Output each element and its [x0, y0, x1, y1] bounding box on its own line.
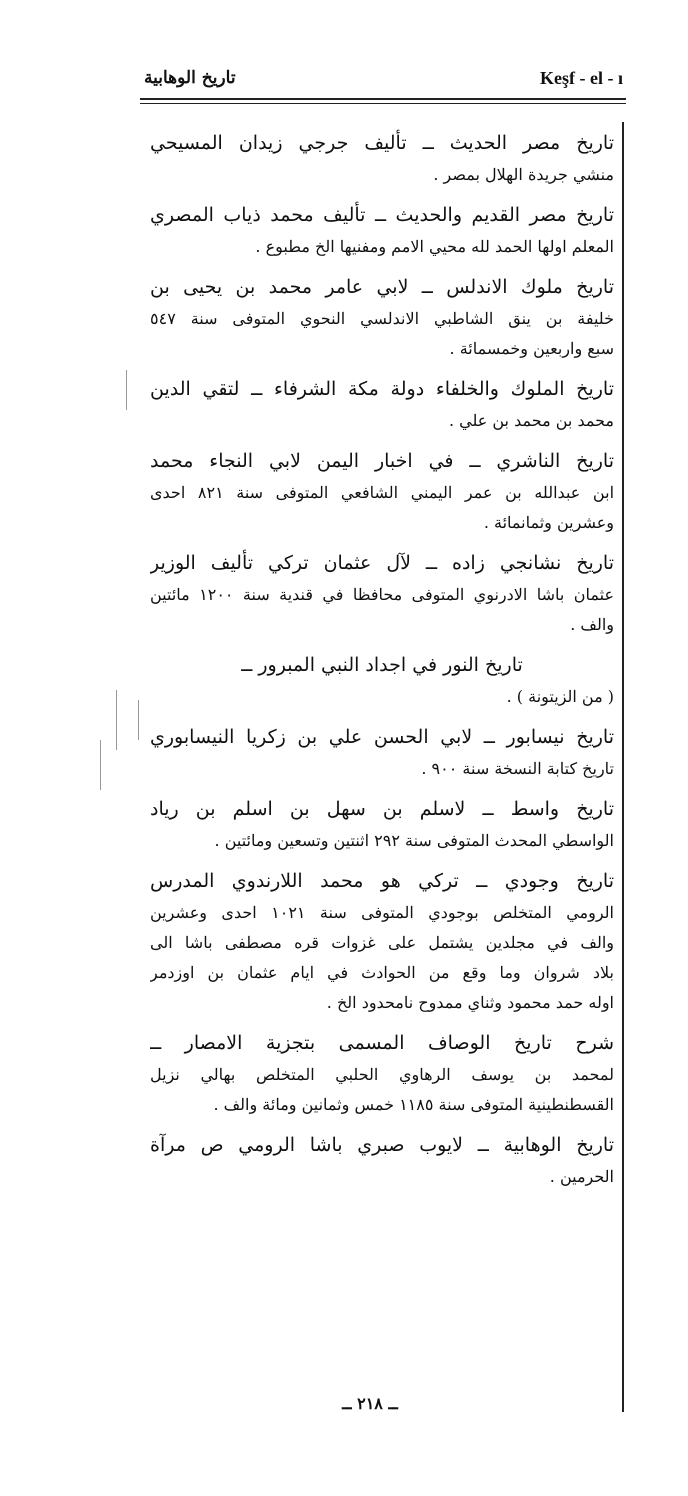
page-number: ــ ٢١٨ ــ	[342, 1394, 398, 1413]
running-header-title: تاريخ الوهابية	[144, 68, 236, 88]
entry-text-line: سبع واربعين وخمسمائة .	[449, 339, 614, 358]
entry-title-line: تاريخ الملوك والخلفاء دولة مكة الشرفاء ــ لتقي الدين	[150, 378, 614, 400]
bibliography-entry	[150, 372, 614, 436]
header-rule-thin	[140, 103, 626, 104]
entry-text-line: تاريخ كتابة النسخة سنة ٩٠٠ .	[421, 759, 614, 778]
entry-title-line: تاريخ مصر القديم والحديث ــ تأليف محمد ذياب المصري	[150, 204, 614, 226]
header-rule-thick	[140, 98, 626, 100]
entry-title-line: تاريخ مصر الحديث ــ تأليف جرجي زيدان المسيحي	[150, 132, 614, 154]
margin-mark	[116, 690, 117, 750]
margin-mark	[138, 700, 139, 740]
entry-text-line: ابن عبدالله بن عمر اليمني الشافعي المتوفى سنة ٨٢١ احدى	[150, 483, 614, 502]
bibliography-entry	[150, 648, 614, 712]
entry-title-line: تاريخ نيسابور ــ لابي الحسن علي بن زكريا النيسابوري	[150, 726, 614, 748]
margin-mark	[100, 740, 101, 790]
entry-text-line: والف .	[570, 615, 614, 634]
margin-mark	[126, 370, 127, 410]
entry-title-line: تاريخ الوهابية ــ لايوب صبري باشا الرومي ص مرآة	[150, 1134, 614, 1156]
entry-title-line: تاريخ ملوك الاندلس ــ لابي عامر محمد بن يحيى بن	[150, 276, 614, 298]
bibliography-entry	[150, 270, 614, 364]
entry-text-line: الرومي المتخلص بوجودي المتوفى سنة ١٠٢١ احدى وعشرين	[150, 903, 614, 922]
entry-text-line: بلاد شروان وما وقع من الحوادث في ايام عثمان بن اوزدمر	[150, 963, 614, 982]
bibliography-entry	[150, 720, 614, 784]
entry-title-line: تاريخ واسط ــ لاسلم بن سهل بن اسلم بن رياد	[150, 798, 614, 820]
entry-title-line: شرح تاريخ الوصاف المسمى بتجزية الامصار ــ	[150, 1032, 614, 1054]
bibliography-entry	[150, 444, 614, 538]
entry-text-line: الواسطي المحدث المتوفى سنة ٢٩٢ اثنتين وتسعين ومائتين .	[214, 831, 614, 850]
running-header-book-name: Keşf - el - ı	[540, 68, 623, 88]
entry-text-line: القسطنطينية المتوفى سنة ١١٨٥ خمس وثمانين ومائة والف .	[213, 1095, 614, 1114]
entry-text-line: منشي جريدة الهلال بمصر .	[433, 165, 614, 184]
entry-text-line: المعلم اولها الحمد لله محيي الامم ومفنيها الخ مطبوع .	[255, 237, 614, 256]
entry-text-line: والف في مجلدين يشتمل على غزوات قره مصطفى باشا الى	[150, 933, 614, 952]
entry-text-line: اوله حمد محمود وثناي ممدوح نامحدود الخ .	[326, 993, 614, 1012]
bibliography-entry	[150, 864, 614, 1018]
bibliography-entry	[150, 198, 614, 262]
bibliography-entry	[150, 546, 614, 640]
entry-title-line: تاريخ الناشري ــ في اخبار اليمن لابي النجاء محمد	[150, 450, 614, 472]
entry-title-line: تاريخ نشانجي زاده ــ لآل عثمان تركي تأليف الوزير	[150, 552, 614, 574]
entry-title-line: تاريخ وجودي ــ تركي هو محمد اللارندوي المدرس	[150, 870, 614, 892]
entry-title-line: تاريخ النور في اجداد النبي المبرور ــ	[241, 654, 523, 676]
entry-text-line: وعشرين وثمانمائة .	[483, 513, 614, 532]
entry-text-line: الحرمين .	[549, 1167, 614, 1186]
bibliography-entry	[150, 792, 614, 856]
bibliography-entry	[150, 1128, 614, 1192]
bibliography-entry	[150, 1026, 614, 1120]
right-margin-rule	[622, 122, 624, 1412]
entry-text-line: عثمان باشا الادرنوي المتوفى محافظا في قندية سنة ١٢٠٠ مائتين	[150, 585, 614, 604]
entry-text-line: ( من الزيتونة ) .	[506, 687, 614, 706]
entry-text-line: محمد بن محمد بن علي .	[448, 411, 614, 430]
bibliography-entry	[150, 126, 614, 190]
entry-text-line: خليفة بن ينق الشاطبي الاندلسي النحوي المتوفى سنة ٥٤٧	[150, 309, 614, 328]
entry-text-line: لمحمد بن يوسف الرهاوي الحلبي المتخلص بهالي نزيل	[150, 1065, 614, 1084]
entries-list	[150, 126, 614, 1200]
